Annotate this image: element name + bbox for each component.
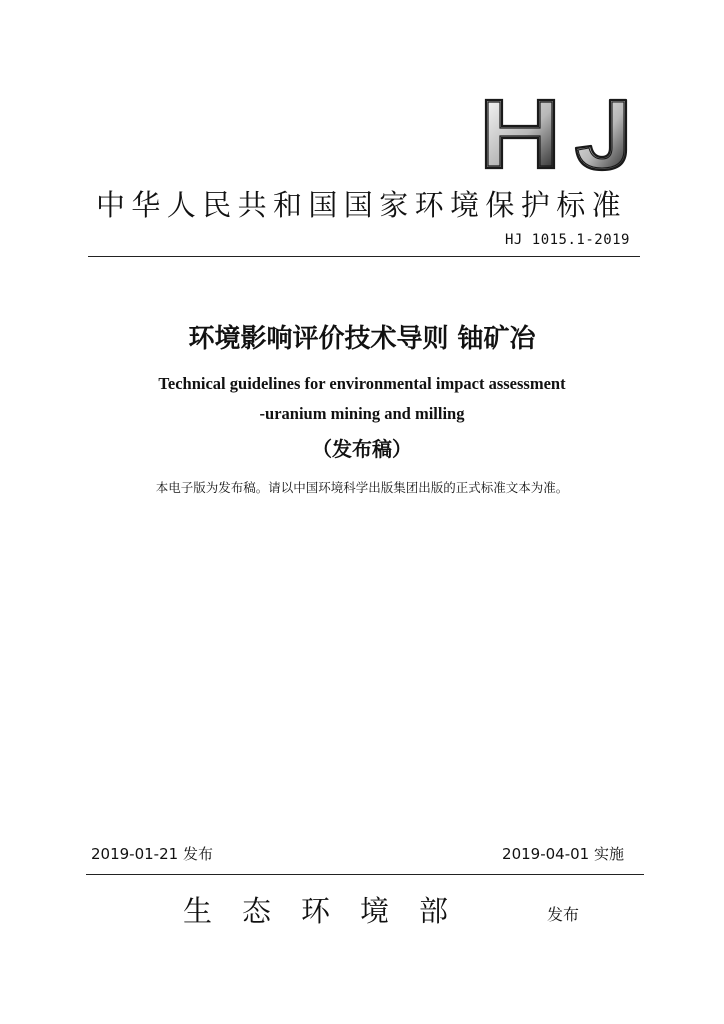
title-english-line1: Technical guidelines for environmental impact assessment (158, 374, 566, 393)
issuer-name: 生态环境部 (183, 894, 479, 928)
title-english-line2: -uranium mining and milling (259, 404, 465, 423)
top-divider (88, 256, 640, 257)
edition-notice: 本电子版为发布稿。请以中国环境科学出版集团出版的正式标准文本为准。 (155, 480, 569, 495)
standard-name: 中华人民共和国国家环境保护标准 (96, 188, 628, 222)
title-chinese: 环境影响评价技术导则 铀矿冶 (188, 324, 536, 354)
effective-date: 2019-04-01 实施 (502, 845, 624, 863)
hj-logo (478, 92, 634, 176)
issuer-suffix: 发布 (547, 905, 580, 924)
standard-code: HJ 1015.1-2019 (504, 232, 630, 248)
bottom-divider (86, 874, 644, 875)
draft-label: （发布稿） (312, 437, 412, 461)
issue-date: 2019-01-21 发布 (91, 845, 213, 863)
